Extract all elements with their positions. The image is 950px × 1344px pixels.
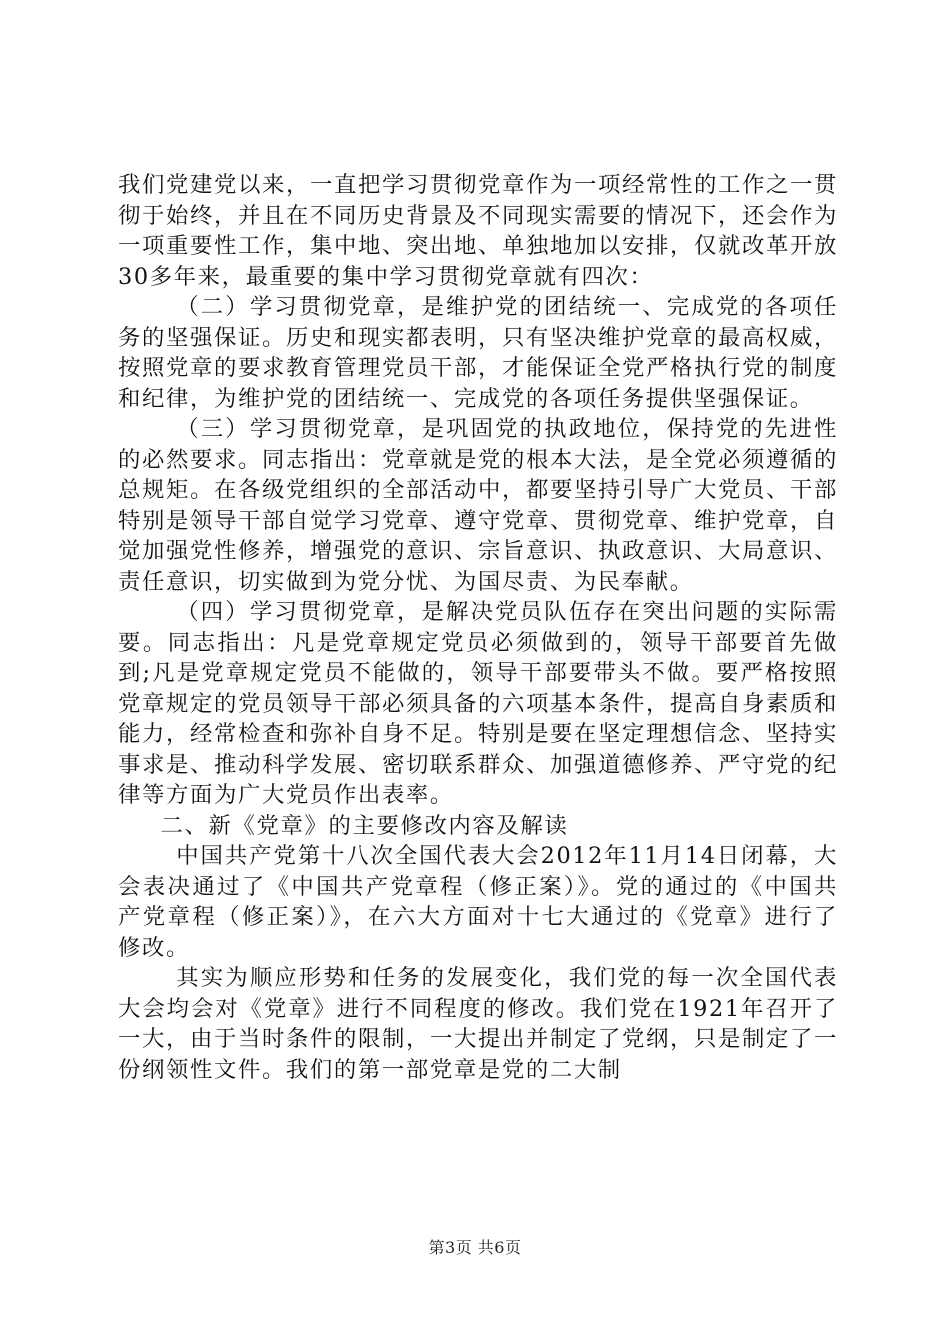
paragraph-4: （四）学习贯彻党章，是解决党员队伍存在突出问题的实际需要。同志指出：凡是党章规定党员必须做到的，领导干部要首先做到;凡是党章规定党员不能做的，领导干部要带头不做。要严格按照党章规定的党员领导干部必须具备的六项基本条件，提高自身素质和能力，经常检查和弥补自身不足。特别是要在坚定理想信念、坚持实事求是、推动科学发展、密切联系群众、加强道德修养、严守党的纪律等方面为广大党员作出表率。: [118, 599, 838, 808]
section-heading: 二、新《党章》的主要修改内容及解读: [160, 812, 569, 839]
paragraph-3: （三）学习贯彻党章，是巩固党的执政地位，保持党的先进性的必然要求。同志指出：党章就是党的根本大法，是全党必须遵循的总规矩。在各级党组织的全部活动中，都要坚持引导广大党员、干部特别是领导干部自觉学习党章、遵守党章、贯彻党章、维护党章，自觉加强党性修养，增强党的意识、宗旨意识、执政意识、大局意识、责任意识，切实做到为党分忧、为国尽责、为民奉献。: [118, 416, 838, 595]
page-footer: 第3页 共6页: [428, 1238, 522, 1257]
paragraph-6: 中国共产党第十八次全国代表大会2012年11月14日闭幕，大会表决通过了《中国共产党章程（修正案）》。党的通过的《中国共产党章程（修正案）》，在六大方面对十七大通过的《党章》进行了修改。: [118, 843, 838, 961]
paragraph-1: 我们党建党以来，一直把学习贯彻党章作为一项经常性的工作之一贯彻于始终，并且在不同历史背景及不同现实需要的情况下，还会作为一项重要性工作，集中地、突出地、单独地加以安排，仅就改革开放30多年来，最重要的集中学习贯彻党章就有四次：: [118, 172, 838, 290]
paragraph-7: 其实为顺应形势和任务的发展变化，我们党的每一次全国代表大会均会对《党章》进行不同程度的修改。我们党在1921年召开了一大，由于当时条件的限制，一大提出并制定了党纲，只是制定了一份纲领性文件。我们的第一部党章是党的二大制: [118, 965, 838, 1083]
document-body: [118, 170, 838, 1085]
paragraph-2: （二）学习贯彻党章，是维护党的团结统一、完成党的各项任务的坚强保证。历史和现实都表明，只有坚决维护党章的最高权威，按照党章的要求教育管理党员干部，才能保证全党严格执行党的制度和纪律，为维护党的团结统一、完成党的各项任务提供坚强保证。: [118, 294, 838, 412]
